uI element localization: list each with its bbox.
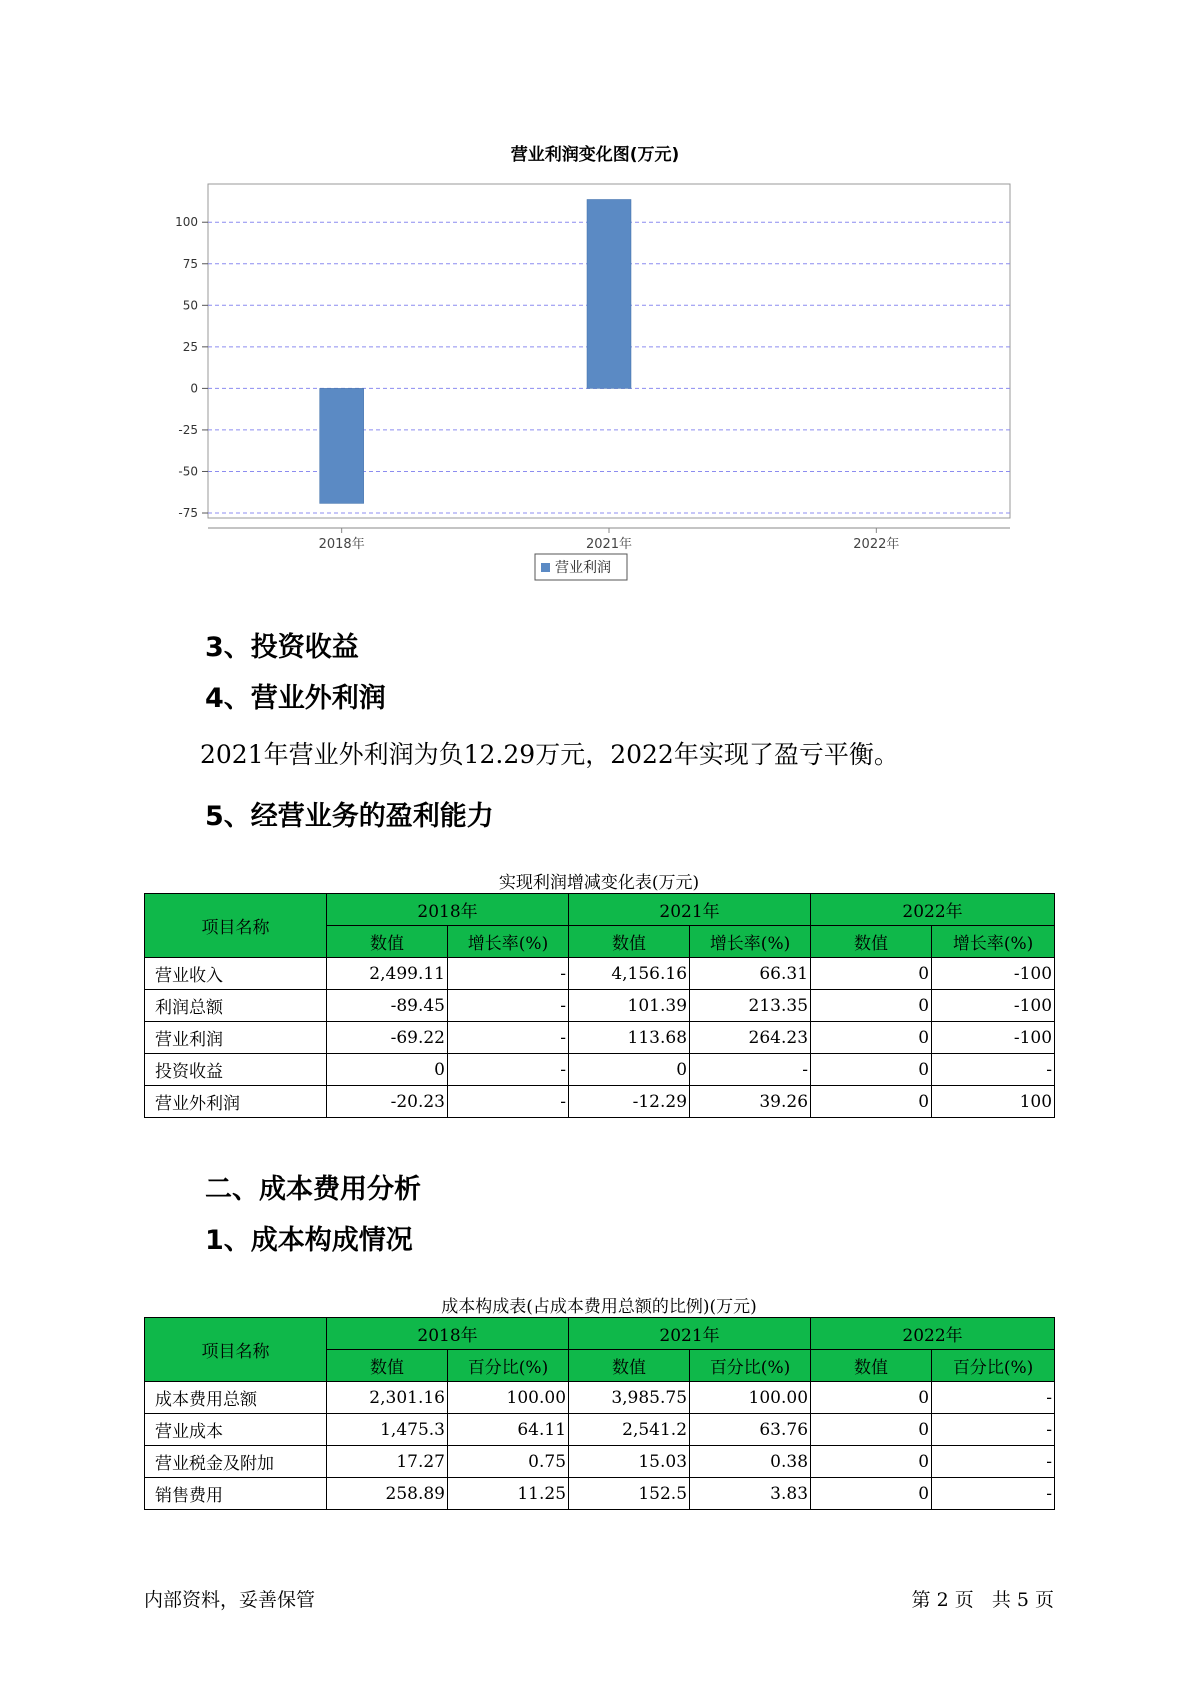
- table1-subheader-value: 数值: [811, 926, 932, 958]
- cell: 2,541.2: [569, 1414, 690, 1446]
- table1-subheader-value: 数值: [569, 926, 690, 958]
- cell: 100.00: [448, 1382, 569, 1414]
- y-tick-label: -75: [178, 506, 198, 521]
- table1-header-year: 2021年: [569, 894, 811, 926]
- table2-subheader-value: 数值: [327, 1350, 448, 1382]
- cell: 1,475.3: [327, 1414, 448, 1446]
- table2-subheader-pct: 百分比(%): [932, 1350, 1055, 1382]
- cell: 152.5: [569, 1478, 690, 1510]
- cell: -12.29: [569, 1086, 690, 1118]
- row-name: 营业外利润: [145, 1086, 327, 1118]
- cell: -: [448, 958, 569, 990]
- cell: 4,156.16: [569, 958, 690, 990]
- cell: -20.23: [327, 1086, 448, 1118]
- cell: -100: [932, 1022, 1055, 1054]
- table-row: [145, 1022, 1055, 1054]
- cell: 0: [811, 1022, 932, 1054]
- cell: -: [448, 1054, 569, 1086]
- table-row: [145, 1382, 1055, 1414]
- table1-subheader-rate: 增长率(%): [690, 926, 811, 958]
- table-row: [145, 1446, 1055, 1478]
- cell: 2,301.16: [327, 1382, 448, 1414]
- table-row: [145, 1478, 1055, 1510]
- row-name: 销售费用: [145, 1478, 327, 1510]
- heading-cost-structure: 1、成本构成情况: [205, 1225, 413, 1256]
- table2-header-name: 项目名称: [145, 1318, 327, 1382]
- cell: -100: [932, 990, 1055, 1022]
- table1-header-year: 2022年: [811, 894, 1055, 926]
- heading-investment-income: 3、投资收益: [205, 632, 359, 663]
- cell: 101.39: [569, 990, 690, 1022]
- cell: 0: [811, 1054, 932, 1086]
- table-row: [145, 1414, 1055, 1446]
- table2-subheader-pct: 百分比(%): [448, 1350, 569, 1382]
- cell: -: [448, 1086, 569, 1118]
- cell: 0: [811, 1478, 932, 1510]
- table1-subheader-rate: 增长率(%): [448, 926, 569, 958]
- cell: 100.00: [690, 1382, 811, 1414]
- table-row: [145, 1086, 1055, 1118]
- cell: -: [690, 1054, 811, 1086]
- cell: 0.38: [690, 1446, 811, 1478]
- y-tick-label: 100: [175, 215, 198, 230]
- cell: 0: [569, 1054, 690, 1086]
- cell: 63.76: [690, 1414, 811, 1446]
- table2-subheader-value: 数值: [569, 1350, 690, 1382]
- y-tick-label: 75: [182, 256, 198, 271]
- cell: 17.27: [327, 1446, 448, 1478]
- cell: -69.22: [327, 1022, 448, 1054]
- table-row: [145, 958, 1055, 990]
- table2-subheader-pct: 百分比(%): [690, 1350, 811, 1382]
- table1-subheader-value: 数值: [327, 926, 448, 958]
- row-name: 营业利润: [145, 1022, 327, 1054]
- chart-canvas: [160, 140, 1030, 590]
- cell: -100: [932, 958, 1055, 990]
- cell: 15.03: [569, 1446, 690, 1478]
- cell: 264.23: [690, 1022, 811, 1054]
- profit-change-table: [144, 893, 1055, 1118]
- cell: 0: [811, 1382, 932, 1414]
- x-tick-label: 2018年: [318, 537, 365, 552]
- cost-structure-table: [144, 1317, 1055, 1510]
- heading-non-operating-profit: 4、营业外利润: [205, 683, 386, 714]
- cell: 0: [327, 1054, 448, 1086]
- bar: [320, 388, 364, 503]
- cell: 2,499.11: [327, 958, 448, 990]
- table-row: [145, 990, 1055, 1022]
- bar: [587, 199, 631, 388]
- cell: 11.25: [448, 1478, 569, 1510]
- legend-label: 营业利润: [555, 560, 611, 576]
- x-tick-label: 2021年: [585, 537, 633, 552]
- cell: 0: [811, 1086, 932, 1118]
- cell: 3.83: [690, 1478, 811, 1510]
- cell: 258.89: [327, 1478, 448, 1510]
- cell: -: [932, 1446, 1055, 1478]
- cell: 0: [811, 1446, 932, 1478]
- cell: 0: [811, 990, 932, 1022]
- cell: 213.35: [690, 990, 811, 1022]
- cell: 113.68: [569, 1022, 690, 1054]
- table2-caption: 成本构成表(占成本费用总额的比例)(万元): [441, 1297, 757, 1317]
- table1-caption: 实现利润增减变化表(万元): [498, 873, 700, 893]
- table2-subheader-value: 数值: [811, 1350, 932, 1382]
- table-row: [145, 1054, 1055, 1086]
- x-tick-label: 2022年: [853, 537, 900, 552]
- row-name: 利润总额: [145, 990, 327, 1022]
- cell: -: [932, 1414, 1055, 1446]
- heading-profitability: 5、经营业务的盈利能力: [205, 801, 494, 832]
- cell: 64.11: [448, 1414, 569, 1446]
- y-tick-label: 50: [182, 298, 198, 313]
- y-tick-label: -25: [178, 422, 198, 437]
- row-name: 投资收益: [145, 1054, 327, 1086]
- cell: -: [448, 1022, 569, 1054]
- row-name: 成本费用总额: [145, 1382, 327, 1414]
- cell: -: [932, 1382, 1055, 1414]
- table2-header-year: 2018年: [327, 1318, 569, 1350]
- y-tick-label: -50: [178, 464, 198, 479]
- cell: 0: [811, 1414, 932, 1446]
- table1-subheader-rate: 增长率(%): [932, 926, 1055, 958]
- cell: 39.26: [690, 1086, 811, 1118]
- cell: 0: [811, 958, 932, 990]
- cell: 66.31: [690, 958, 811, 990]
- cell: 100: [932, 1086, 1055, 1118]
- paragraph-non-operating-profit: 2021年营业外利润为负12.29万元，2022年实现了盈亏平衡。: [200, 740, 899, 769]
- cell: -89.45: [327, 990, 448, 1022]
- footer-confidential: 内部资料，妥善保管: [144, 1589, 316, 1611]
- cell: -: [932, 1478, 1055, 1510]
- table2-header-year: 2021年: [569, 1318, 811, 1350]
- cell: -: [448, 990, 569, 1022]
- legend-swatch: [541, 563, 550, 572]
- row-name: 营业成本: [145, 1414, 327, 1446]
- heading-cost-analysis: 二、成本费用分析: [205, 1174, 421, 1205]
- table1-header-name: 项目名称: [145, 894, 327, 958]
- cell: 0.75: [448, 1446, 569, 1478]
- y-tick-label: 25: [182, 339, 198, 354]
- cell: 3,985.75: [569, 1382, 690, 1414]
- table2-header-year: 2022年: [811, 1318, 1055, 1350]
- table1-header-year: 2018年: [327, 894, 569, 926]
- row-name: 营业收入: [145, 958, 327, 990]
- cell: -: [932, 1054, 1055, 1086]
- footer-page-number: 第 2 页 共 5 页: [911, 1589, 1054, 1611]
- chart-title: 营业利润变化图(万元): [510, 145, 680, 165]
- row-name: 营业税金及附加: [145, 1446, 327, 1478]
- operating-profit-chart: [160, 140, 1030, 590]
- y-tick-label: 0: [190, 381, 198, 396]
